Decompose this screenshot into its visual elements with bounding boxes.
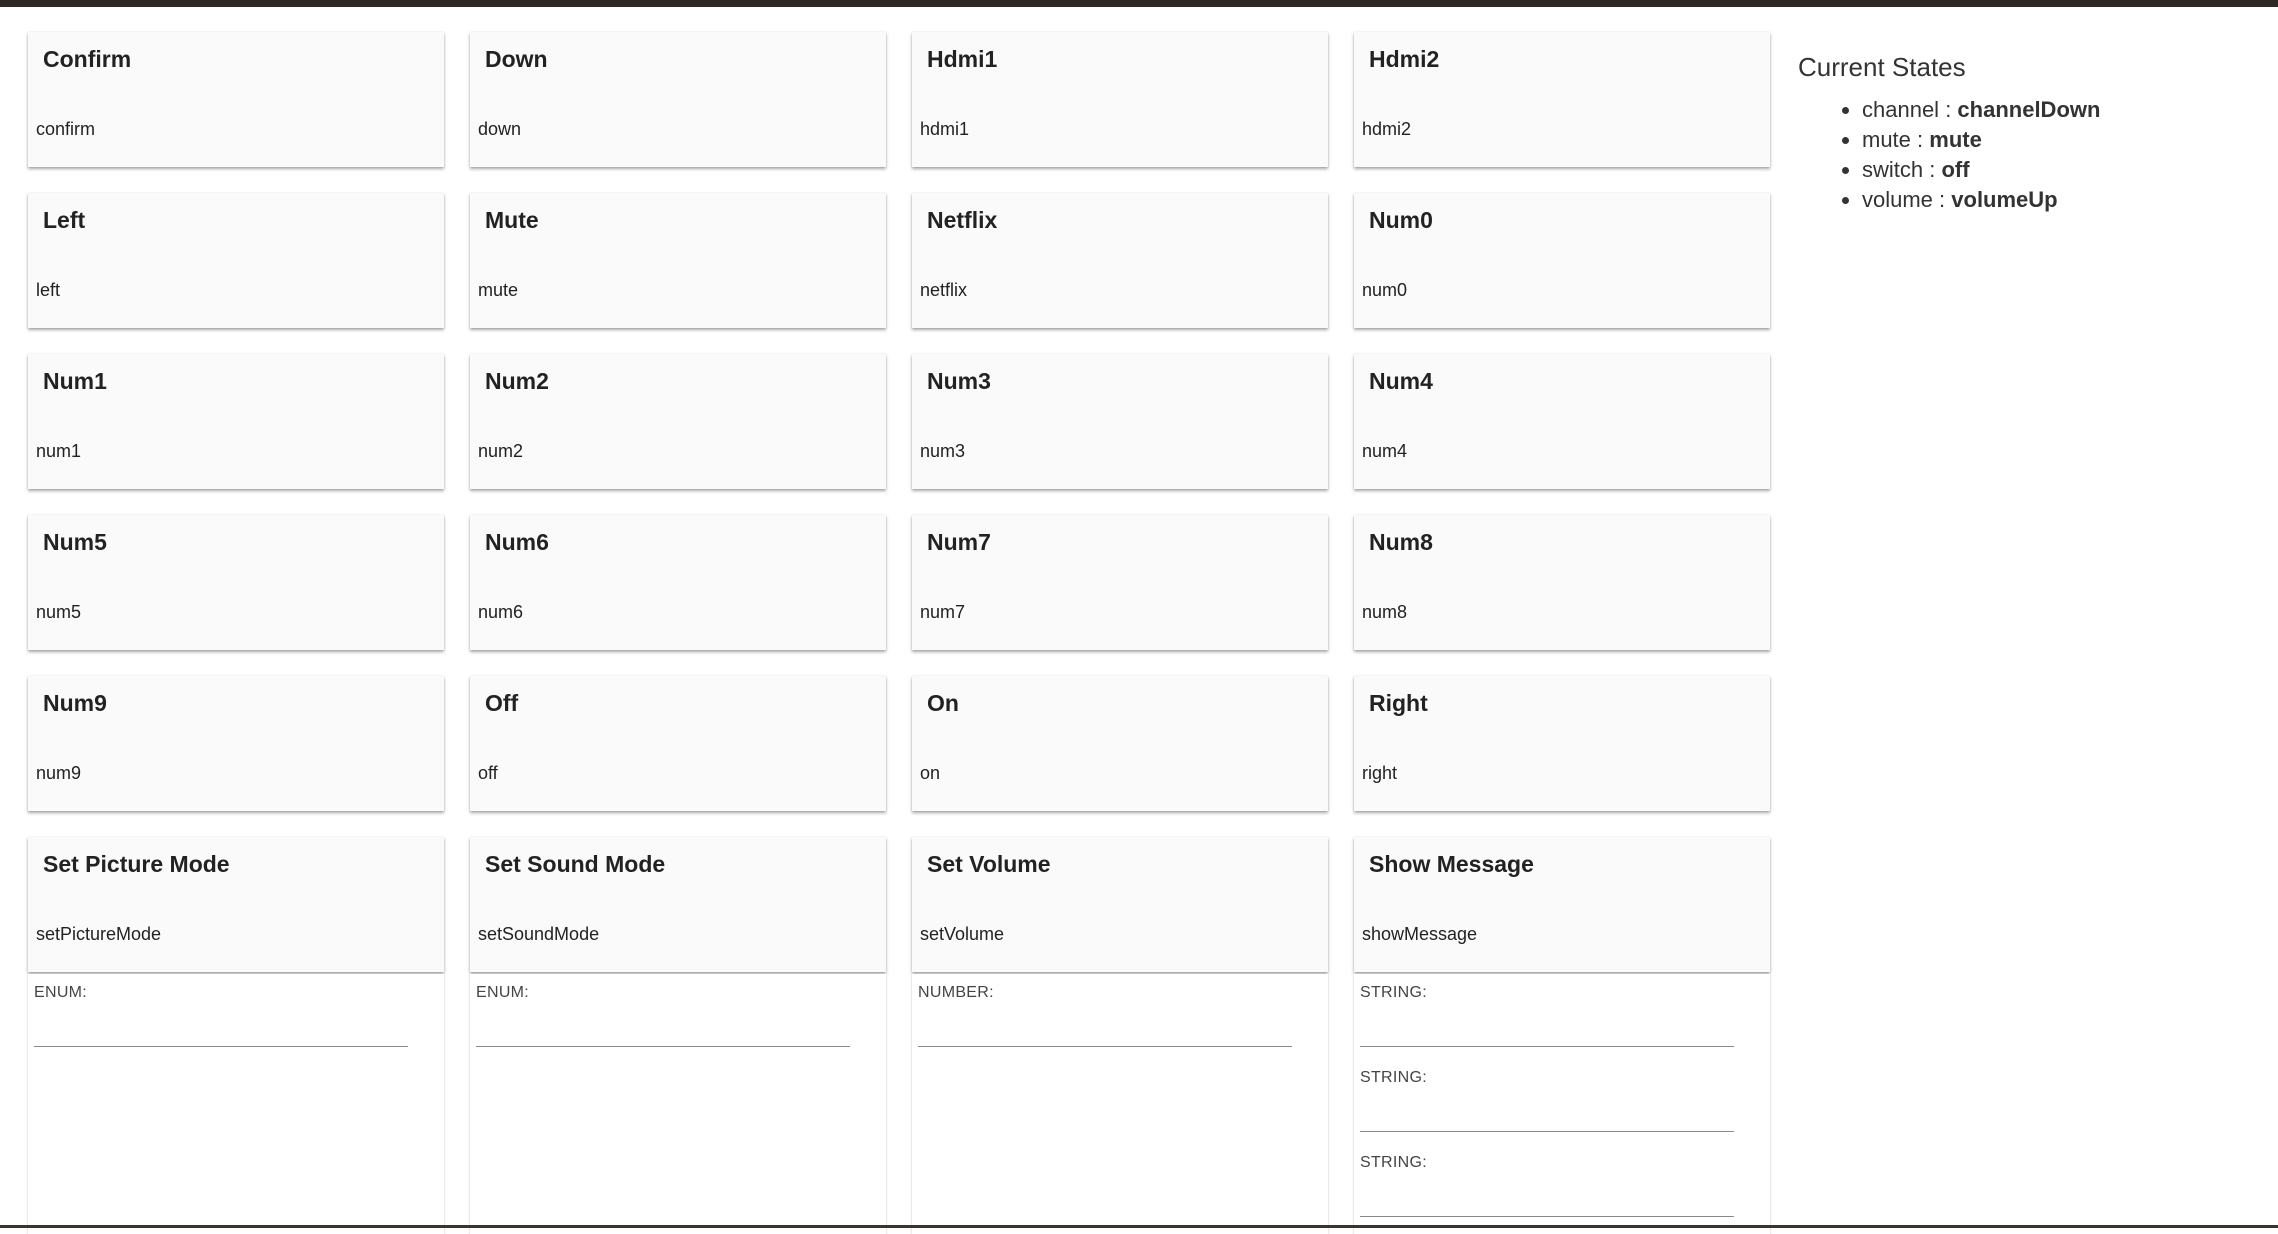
state-item-switch xyxy=(1862,155,2258,185)
command-name: confirm xyxy=(36,119,96,139)
command-title: Num6 xyxy=(485,529,549,555)
state-item-channel xyxy=(1862,95,2258,125)
command-card-down[interactable] xyxy=(470,32,886,167)
state-item-volume xyxy=(1862,185,2258,215)
command-title: Show Message xyxy=(1369,851,1534,877)
command-card-num4[interactable] xyxy=(1354,354,1770,489)
state-value: off xyxy=(1941,157,1970,182)
argument-type-label: ENUM: xyxy=(34,984,88,1001)
command-card-right[interactable] xyxy=(1354,676,1770,811)
state-item-mute xyxy=(1862,125,2258,155)
command-name: setSoundMode xyxy=(478,924,600,944)
command-title: Netflix xyxy=(927,207,998,233)
command-card-num0[interactable] xyxy=(1354,193,1770,328)
command-name: num5 xyxy=(36,602,82,622)
state-key: channel xyxy=(1862,97,1940,122)
command-name: hdmi2 xyxy=(1362,119,1412,139)
command-title: Hdmi1 xyxy=(927,46,998,72)
argument-field xyxy=(912,974,1328,1059)
command-card-set-sound-mode[interactable] xyxy=(470,837,886,972)
message-string-input-2[interactable] xyxy=(1360,1093,1734,1132)
command-title: Num5 xyxy=(43,529,107,555)
command-card-mute[interactable] xyxy=(470,193,886,328)
command-card-set-picture-mode[interactable] xyxy=(28,837,444,972)
command-name: on xyxy=(920,763,941,783)
command-name: num1 xyxy=(36,441,82,461)
command-name: left xyxy=(36,280,61,300)
command-title: Num4 xyxy=(1369,368,1433,394)
command-name: setVolume xyxy=(920,924,1005,944)
command-card-num3[interactable] xyxy=(912,354,1328,489)
command-card-num7[interactable] xyxy=(912,515,1328,650)
command-title: Num2 xyxy=(485,368,549,394)
argument-type-label: STRING: xyxy=(1360,984,1427,1001)
command-grid xyxy=(28,32,1773,972)
command-card-left[interactable] xyxy=(28,193,444,328)
argument-type-label: STRING: xyxy=(1360,1154,1427,1171)
command-title: Off xyxy=(485,690,519,716)
command-title: On xyxy=(927,690,959,716)
volume-number-input[interactable] xyxy=(918,1008,1292,1047)
argument-field xyxy=(28,974,444,1059)
command-card-num8[interactable] xyxy=(1354,515,1770,650)
current-states-list xyxy=(1798,95,2258,215)
command-name: netflix xyxy=(920,280,968,300)
command-card-netflix[interactable] xyxy=(912,193,1328,328)
command-name: hdmi1 xyxy=(920,119,970,139)
command-name: num2 xyxy=(478,441,524,461)
command-arguments xyxy=(28,974,1770,1234)
argument-field xyxy=(470,974,886,1059)
command-title: Right xyxy=(1369,690,1428,716)
command-name: num4 xyxy=(1362,441,1408,461)
argument-type-label: NUMBER: xyxy=(918,984,994,1001)
command-card-num2[interactable] xyxy=(470,354,886,489)
state-separator: : xyxy=(1923,157,1942,182)
command-title: Down xyxy=(485,46,548,72)
command-name: showMessage xyxy=(1362,924,1478,944)
command-card-confirm[interactable] xyxy=(28,32,444,167)
command-title: Num1 xyxy=(43,368,107,394)
state-value: mute xyxy=(1929,127,1982,152)
top-bar xyxy=(0,0,2278,7)
command-card-num5[interactable] xyxy=(28,515,444,650)
command-title: Num7 xyxy=(927,529,991,555)
command-name: num7 xyxy=(920,602,966,622)
command-name: off xyxy=(478,763,498,783)
argument-field xyxy=(1354,1144,1770,1229)
command-title: Left xyxy=(43,207,86,233)
current-states-panel xyxy=(1798,52,2258,215)
set-volume-arguments xyxy=(912,974,1328,1234)
command-card-hdmi1[interactable] xyxy=(912,32,1328,167)
current-states-title: Current States xyxy=(1798,52,1966,82)
command-title: Confirm xyxy=(43,46,132,72)
command-title: Num0 xyxy=(1369,207,1433,233)
command-card-num1[interactable] xyxy=(28,354,444,489)
state-key: mute xyxy=(1862,127,1911,152)
state-key: switch xyxy=(1862,157,1924,182)
set-picture-mode-arguments xyxy=(28,974,444,1234)
command-title: Mute xyxy=(485,207,539,233)
command-title: Num9 xyxy=(43,690,107,716)
command-title: Num8 xyxy=(1369,529,1433,555)
argument-type-label: STRING: xyxy=(1360,1069,1427,1086)
command-name: down xyxy=(478,119,522,139)
command-title: Num3 xyxy=(927,368,991,394)
show-message-arguments xyxy=(1354,974,1770,1234)
command-name: num9 xyxy=(36,763,82,783)
command-name: mute xyxy=(478,280,519,300)
command-card-num6[interactable] xyxy=(470,515,886,650)
state-separator: : xyxy=(1932,187,1952,212)
command-card-off[interactable] xyxy=(470,676,886,811)
command-card-on[interactable] xyxy=(912,676,1328,811)
command-name: num3 xyxy=(920,441,966,461)
state-separator: : xyxy=(1910,127,1930,152)
command-card-set-volume[interactable] xyxy=(912,837,1328,972)
command-name: num0 xyxy=(1362,280,1408,300)
message-string-input-3[interactable] xyxy=(1360,1178,1734,1217)
argument-field xyxy=(1354,1059,1770,1144)
command-title: Set Picture Mode xyxy=(43,851,230,877)
command-card-num9[interactable] xyxy=(28,676,444,811)
command-title: Set Sound Mode xyxy=(485,851,666,877)
command-name: setPictureMode xyxy=(36,924,162,944)
command-title: Hdmi2 xyxy=(1369,46,1440,72)
argument-field xyxy=(1354,974,1770,1059)
sound-mode-enum-input[interactable] xyxy=(476,1008,850,1047)
command-name: right xyxy=(1362,763,1398,783)
command-card-show-message[interactable] xyxy=(1354,837,1770,972)
command-name: num6 xyxy=(478,602,524,622)
command-title: Set Volume xyxy=(927,851,1051,877)
command-name: num8 xyxy=(1362,602,1408,622)
state-key: volume xyxy=(1862,187,1933,212)
message-string-input-1[interactable] xyxy=(1360,1008,1734,1047)
state-separator: : xyxy=(1939,97,1958,122)
picture-mode-enum-input[interactable] xyxy=(34,1008,408,1047)
set-sound-mode-arguments xyxy=(470,974,886,1234)
state-value: volumeUp xyxy=(1951,187,2058,212)
state-value: channelDown xyxy=(1957,97,2101,122)
command-card-hdmi2[interactable] xyxy=(1354,32,1770,167)
argument-type-label: ENUM: xyxy=(476,984,530,1001)
